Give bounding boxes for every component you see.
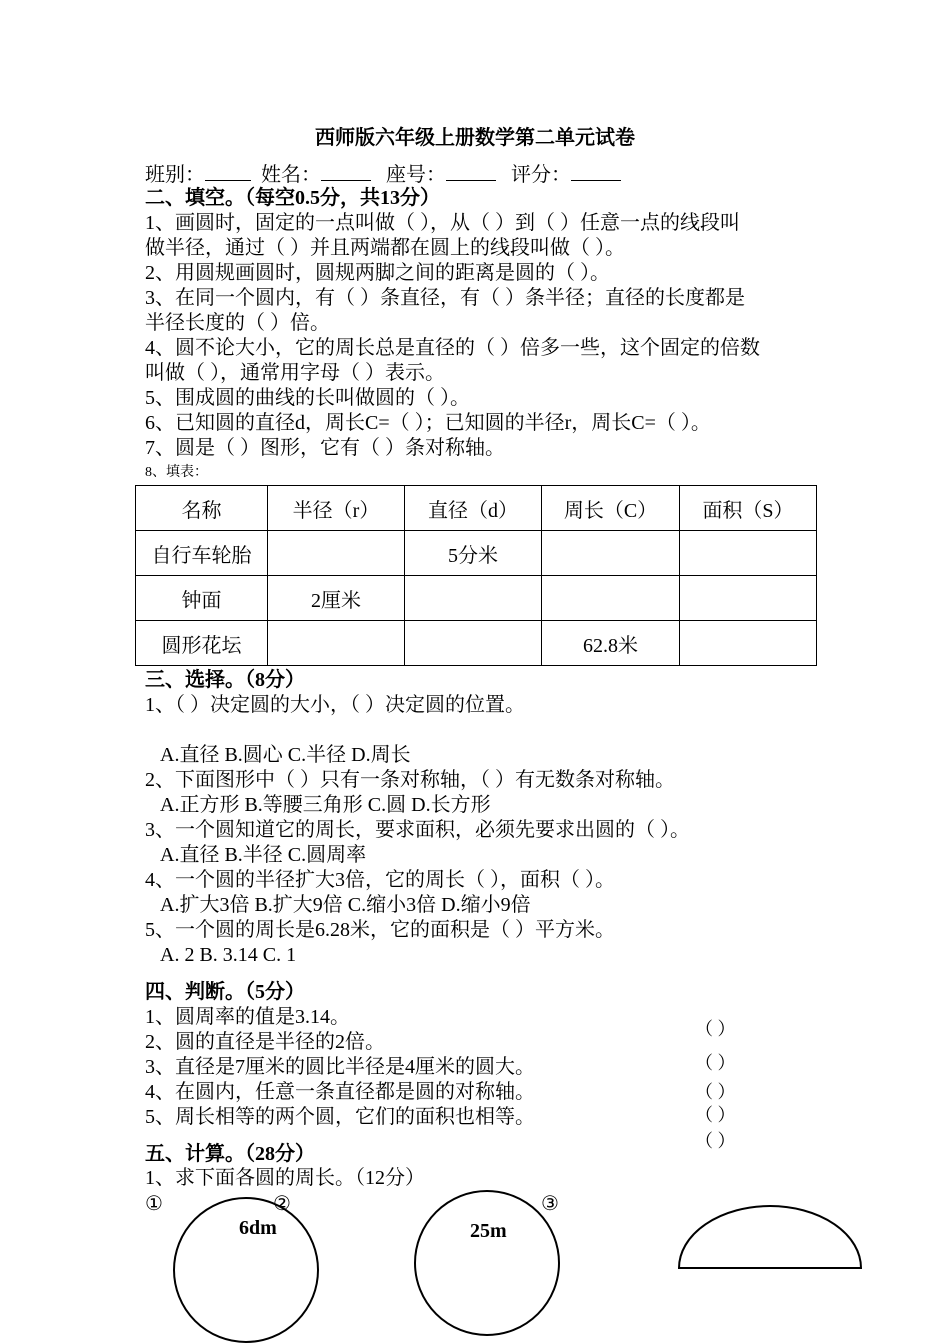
semicircle-3 [679,1206,861,1268]
circle-2 [415,1191,559,1335]
table-cell: 62.8米 [542,621,680,666]
score-label: 评分： [511,164,571,186]
circle-marker-2: ② [273,1193,291,1215]
table-cell: 自行车轮胎 [136,531,268,576]
section-4-heading: 四、判断。（5分） [145,981,305,1003]
judge-item: 3、直径是7厘米的圆比半径是4厘米的圆大。 [145,1056,535,1078]
judge-answer-paren[interactable]: （ ） [695,1019,736,1039]
judge-answer-paren[interactable]: （ ） [695,1105,736,1125]
calc-q1: 1、求下面各圆的周长。（12分） [145,1167,425,1189]
fill-q1a: 1、画圆时，固定的一点叫做（ ），从（ ）到（ ）任意一点的线段叫 [145,212,740,234]
section-5-heading: 五、计算。（28分） [145,1143,315,1165]
fill-q4a: 4、圆不论大小，它的周长总是直径的（ ）倍多一些，这个固定的倍数 [145,337,760,359]
table-cell: 2厘米 [268,576,405,621]
table-cell: 圆形花坛 [136,621,268,666]
judge-item: 2、圆的直径是半径的2倍。 [145,1031,385,1053]
section-3-heading: 三、选择。（8分） [145,669,305,691]
circle-1-label: 6dm [239,1217,277,1239]
choice-q5: 5、一个圆的周长是6.28米，它的面积是（ ）平方米。 [145,919,615,941]
table-header: 半径（r） [268,486,405,531]
circle-2-label: 25m [470,1220,507,1242]
table-cell: 5分米 [405,531,542,576]
fill-q3a: 3、在同一个圆内，有（ ）条直径，有（ ）条半径；直径的长度都是 [145,287,745,309]
table-cell: 钟面 [136,576,268,621]
name-label: 姓名： [261,164,321,186]
fill-q7: 7、圆是（ ）图形，它有（ ）条对称轴。 [145,437,505,459]
table-header: 直径（d） [405,486,542,531]
choice-q1-options: A.直径 B.圆心 C.半径 D.周长 [160,744,411,766]
judge-item: 1、圆周率的值是3.14。 [145,1006,350,1028]
page-title: 西师版六年级上册数学第二单元试卷 [315,127,635,149]
fill-q5: 5、围成圆的曲线的长叫做圆的（ ）。 [145,387,470,409]
choice-q3: 3、一个圆知道它的周长，要求面积，必须先要求出圆的（ ）。 [145,819,690,841]
fill-q1b: 做半径，通过（ ）并且两端都在圆上的线段叫做（ ）。 [145,237,625,259]
choice-q1: 1、（ ）决定圆的大小，（ ）决定圆的位置。 [145,694,525,716]
circle-marker-3: ③ [541,1193,559,1215]
choice-q4: 4、一个圆的半径扩大3倍，它的周长（ ），面积（ ）。 [145,869,615,891]
fill-q6: 6、已知圆的直径d，周长C=（ ）；已知圆的半径r，周长C=（ ）。 [145,412,711,434]
fill-q3b: 半径长度的（ ）倍。 [145,312,330,334]
seat-label: 座号： [386,164,446,186]
choice-q2: 2、下面图形中（ ）只有一条对称轴，（ ）有无数条对称轴。 [145,769,675,791]
table-header: 名称 [136,486,268,531]
fill-q4b: 叫做（ ），通常用字母（ ）表示。 [145,362,445,384]
judge-answer-paren[interactable]: （ ） [695,1131,736,1151]
circle-marker-1: ① [145,1193,163,1215]
table-header: 周长（C） [542,486,680,531]
choice-q4-options: A.扩大3倍 B.扩大9倍 C.缩小3倍 D.缩小9倍 [160,894,531,916]
choice-q3-options: A.直径 B.半径 C.圆周率 [160,844,367,866]
judge-answer-paren[interactable]: （ ） [695,1053,736,1073]
choice-q5-options: A. 2 B. 3.14 C. 1 [160,944,297,966]
judge-item: 5、周长相等的两个圆，它们的面积也相等。 [145,1106,535,1128]
class-label: 班别： [145,164,205,186]
choice-q2-options: A.正方形 B.等腰三角形 C.圆 D.长方形 [160,794,491,816]
fill-q8: 8、填表： [145,465,208,480]
section-2-heading: 二、填空。（每空0.5分，共13分） [145,187,440,209]
judge-answer-paren[interactable]: （ ） [695,1082,736,1102]
fill-q2: 2、用圆规画圆时，圆规两脚之间的距离是圆的（ ）。 [145,262,610,284]
judge-item: 4、在圆内，任意一条直径都是圆的对称轴。 [145,1081,535,1103]
table-header: 面积（S） [680,486,817,531]
